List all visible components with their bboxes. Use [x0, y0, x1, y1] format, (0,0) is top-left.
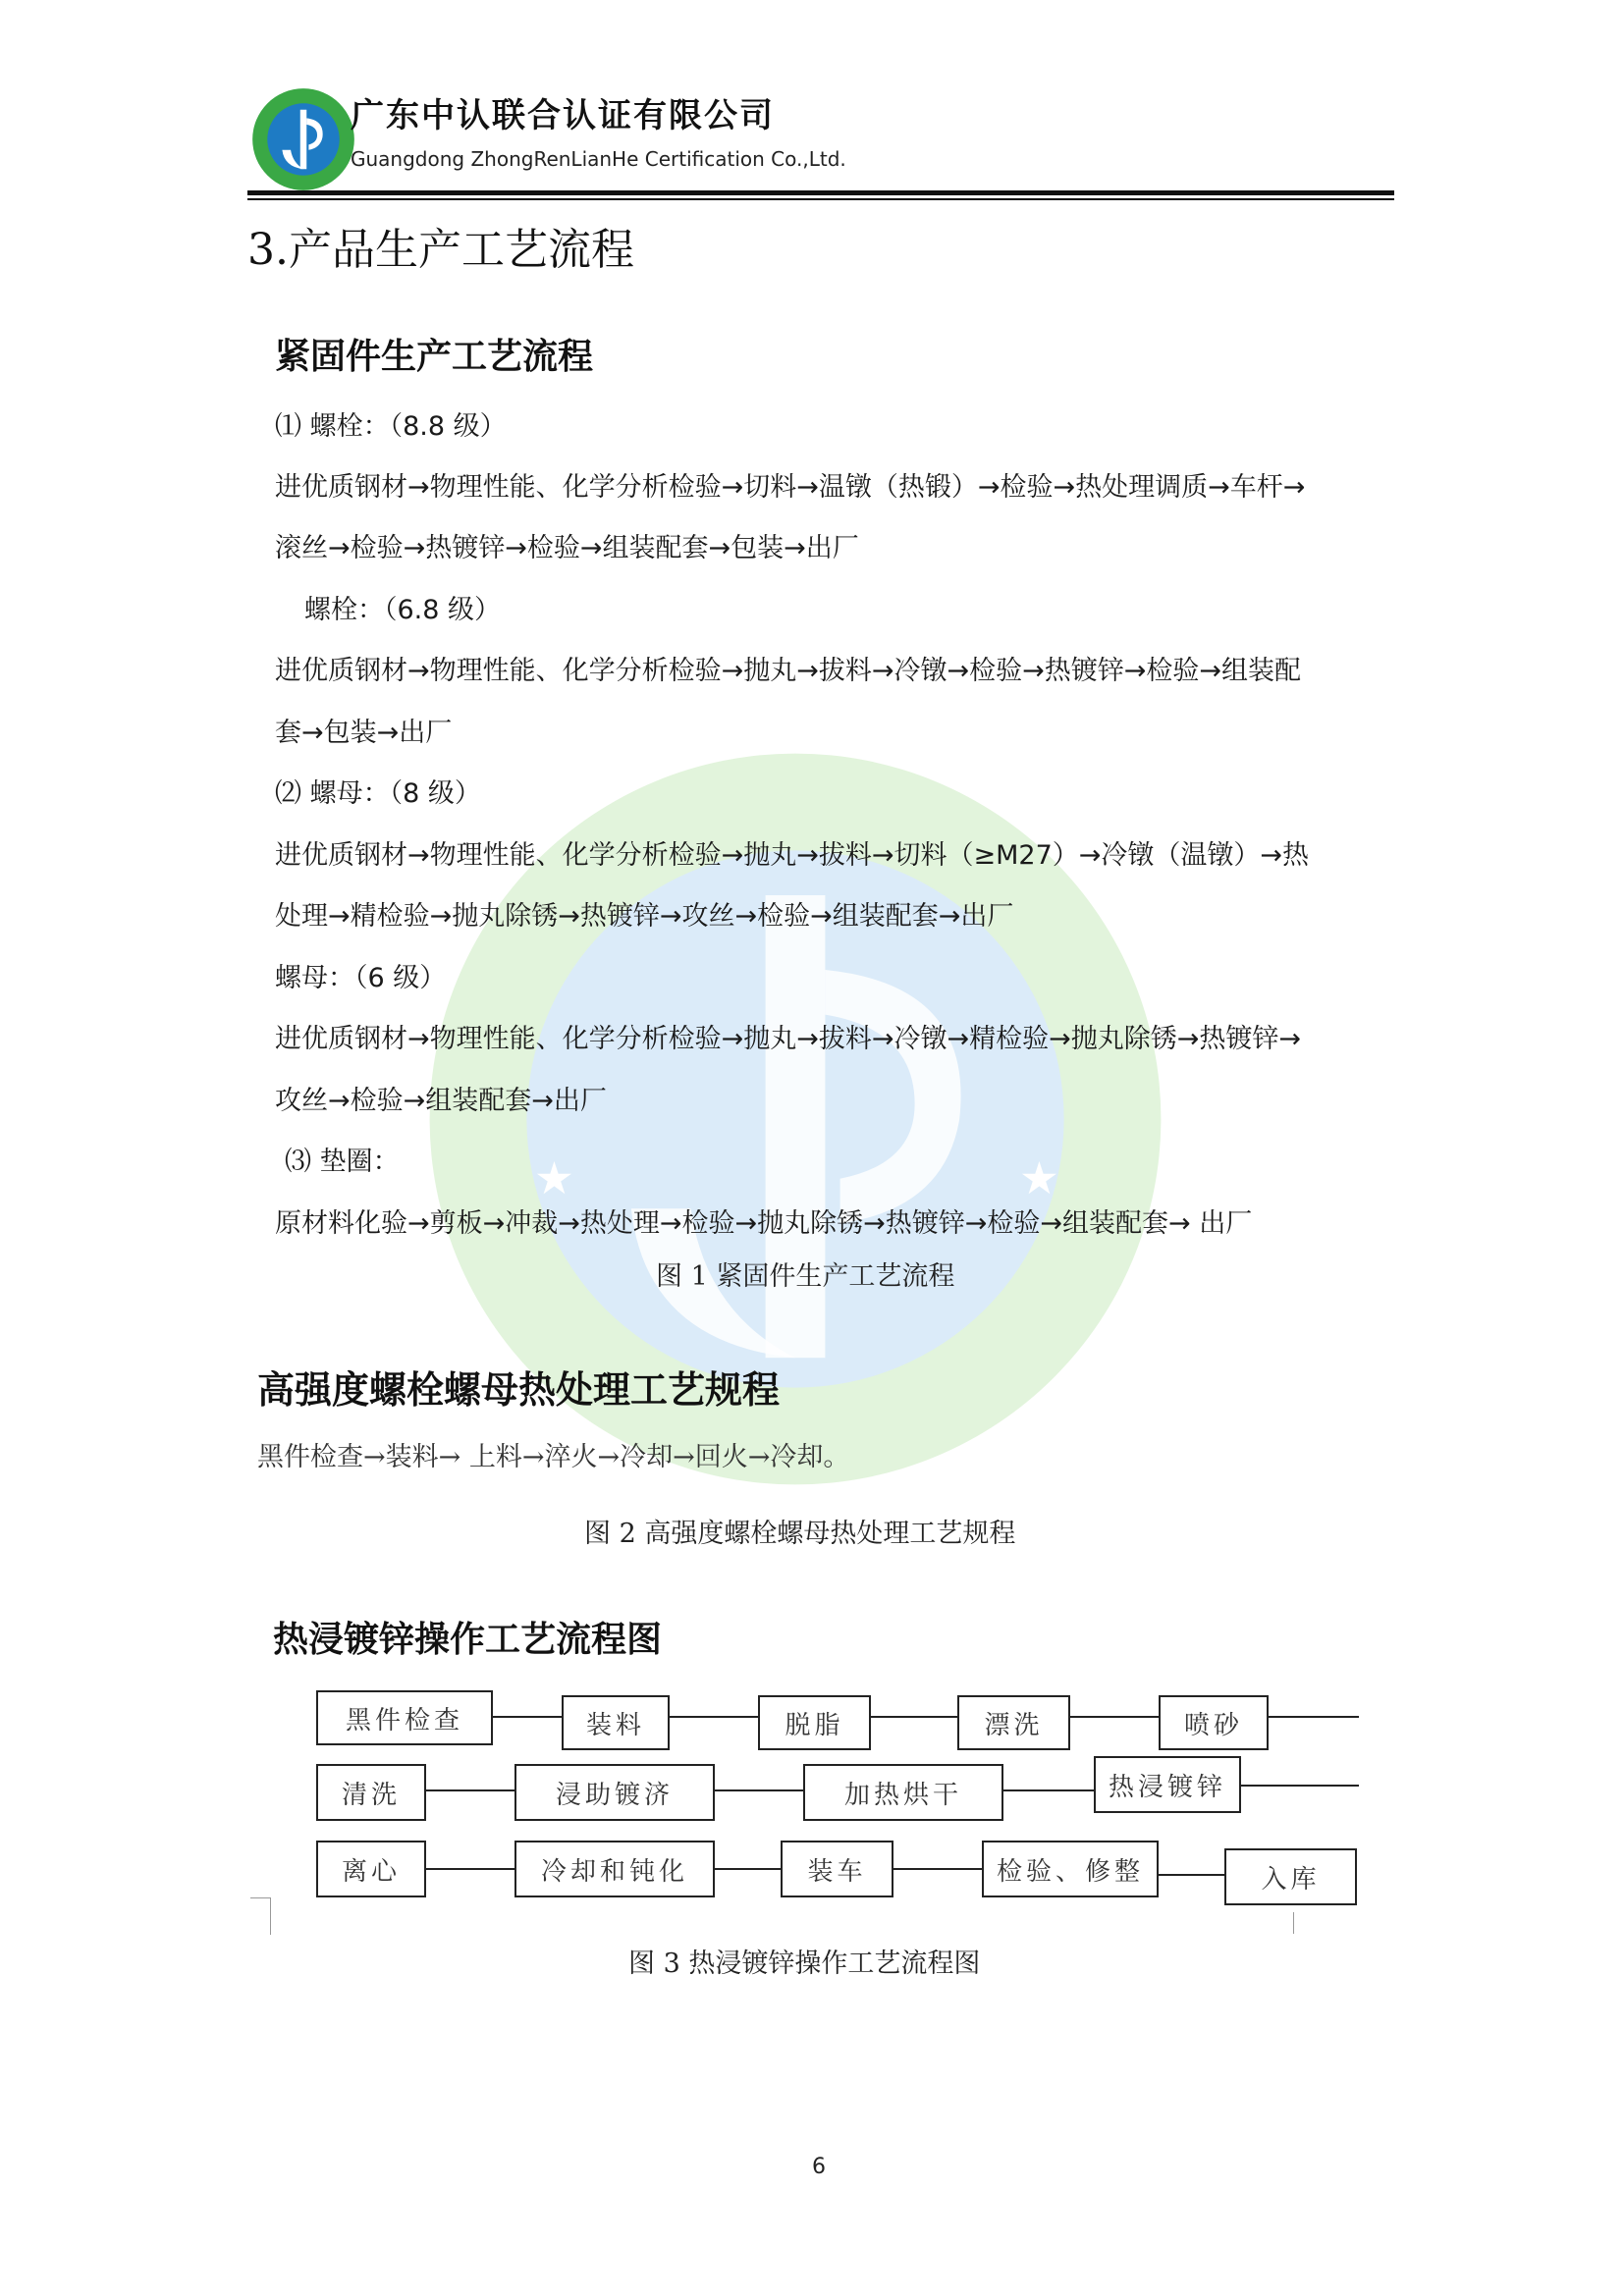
flow-box-flux: 浸助镀济	[514, 1764, 715, 1821]
header-rule-thick	[247, 190, 1394, 195]
fastener-title: 紧固件生产工艺流程	[275, 336, 594, 377]
fastener-line: 进优质钢材→物理性能、化学分析检验→切料→温镦（热锻）→检验→热处理调质→车杆→	[275, 472, 1306, 503]
fastener-line: 滚丝→检验→热镀锌→检验→组装配套→包装→出厂	[275, 533, 859, 563]
page-number: 6	[812, 2155, 826, 2179]
flow-box-rinsing: 漂洗	[957, 1695, 1070, 1750]
flow-connector	[1269, 1716, 1359, 1718]
flow-connector	[893, 1868, 982, 1870]
fastener-line: 螺栓：（6.8 级）	[304, 595, 502, 625]
company-name-en: Guangdong ZhongRenLianHe Certification Co.,Ltd.	[351, 147, 846, 171]
flow-box-hot-dip: 热浸镀锌	[1094, 1756, 1241, 1813]
svg-text:★: ★	[1019, 1152, 1059, 1204]
flow-connector	[871, 1716, 957, 1718]
fastener-line: 进优质钢材→物理性能、化学分析检验→抛丸→拔料→切料（≥M27）→冷镦（温镦）→热	[275, 840, 1310, 871]
flow-connector	[1241, 1785, 1359, 1787]
flow-connector	[426, 1868, 514, 1870]
fastener-line: ⑶ 垫圈：	[285, 1147, 400, 1177]
flow-connector	[715, 1789, 803, 1791]
flow-box-loading: 装料	[562, 1695, 670, 1750]
figure-2-caption: 图 2 高强度螺栓螺母热处理工艺规程	[584, 1519, 1016, 1549]
section-title: 3.产品生产工艺流程	[247, 225, 634, 275]
svg-text:★: ★	[534, 1152, 574, 1204]
heat-treatment-text: 黑件检查→装料→ 上料→淬火→冷却→回火→冷却。	[257, 1442, 850, 1472]
flow-connector	[715, 1868, 781, 1870]
fastener-line: 处理→精检验→抛丸除锈→热镀锌→攻丝→检验→组装配套→出厂	[275, 901, 1014, 932]
corner-mark	[270, 1897, 271, 1935]
heat-treatment-title: 高强度螺栓螺母热处理工艺规程	[257, 1367, 781, 1412]
figure-3-caption: 图 3 热浸镀锌操作工艺流程图	[628, 1949, 981, 1979]
flow-connector	[493, 1716, 562, 1718]
corner-mark	[1293, 1912, 1294, 1934]
fastener-line: 攻丝→检验→组装配套→出厂	[275, 1086, 607, 1116]
flow-box-drying: 加热烘干	[803, 1764, 1003, 1821]
flow-box-cleaning: 清洗	[316, 1764, 426, 1821]
flow-connector	[426, 1789, 514, 1791]
flow-box-degreasing: 脱脂	[758, 1695, 871, 1750]
flow-box-storage: 入库	[1224, 1848, 1357, 1905]
company-logo	[250, 86, 356, 192]
flow-connector	[1003, 1789, 1094, 1791]
company-name-cn: 广东中认联合认证有限公司	[351, 96, 775, 135]
flow-box-centrifuge: 离心	[316, 1841, 426, 1897]
flow-connector	[1070, 1716, 1159, 1718]
flow-box-black-inspection: 黑件检查	[316, 1690, 493, 1745]
flow-box-loading-truck: 装车	[781, 1841, 893, 1897]
corner-mark	[250, 1897, 270, 1898]
flow-box-cooling-passivation: 冷却和钝化	[514, 1841, 715, 1897]
flow-connector	[670, 1716, 758, 1718]
fastener-line: 进优质钢材→物理性能、化学分析检验→抛丸→拔料→冷镦→检验→热镀锌→检验→组装配	[275, 656, 1301, 686]
flow-box-sandblasting: 喷砂	[1159, 1695, 1269, 1750]
header-rule-thin	[247, 198, 1394, 200]
flow-connector	[1159, 1874, 1224, 1876]
fastener-line: ⑴ 螺栓：（8.8 级）	[275, 411, 507, 442]
figure-1-caption: 图 1 紧固件生产工艺流程	[656, 1261, 955, 1292]
fastener-line: 原材料化验→剪板→冲裁→热处理→检验→抛丸除锈→热镀锌→检验→组装配套→ 出厂	[275, 1208, 1253, 1239]
fastener-line: 进优质钢材→物理性能、化学分析检验→抛丸→拔料→冷镦→精检验→抛丸除锈→热镀锌→	[275, 1024, 1301, 1054]
fastener-line: 螺母：（6 级）	[275, 963, 447, 993]
flow-box-inspect-trim: 检验、修整	[982, 1841, 1159, 1897]
fastener-line: 套→包装→出厂	[275, 718, 453, 748]
fastener-line: ⑵ 螺母：（8 级）	[275, 778, 481, 809]
galvanizing-title: 热浸镀锌操作工艺流程图	[273, 1619, 663, 1660]
